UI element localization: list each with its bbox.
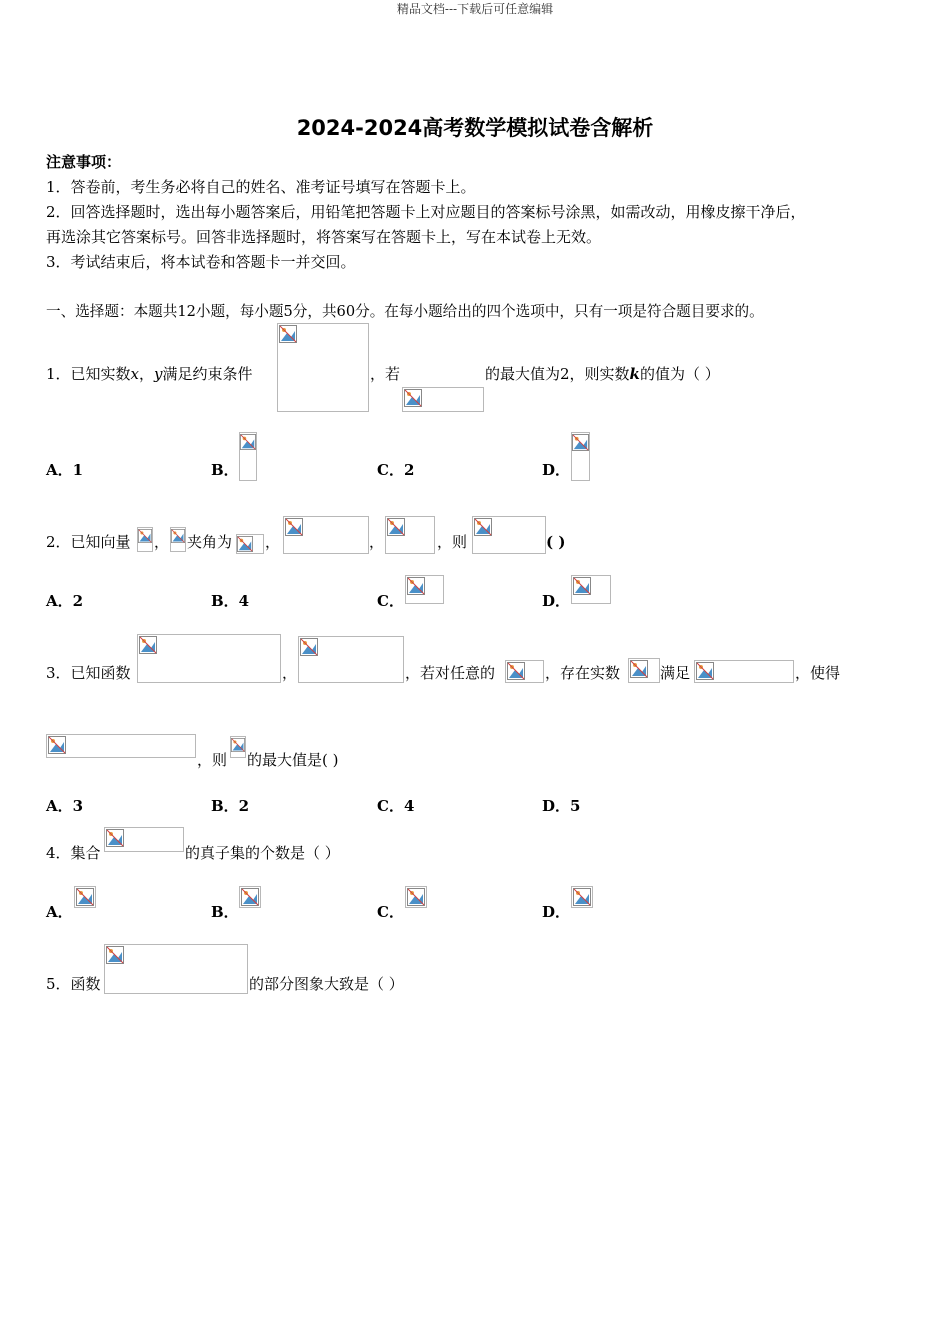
broken-image-icon <box>387 518 405 536</box>
broken-image-icon <box>48 736 66 754</box>
broken-image-icon <box>76 888 94 906</box>
q2-c3: ， <box>369 533 385 551</box>
broken-image-icon <box>407 888 425 906</box>
q3-any-image <box>505 660 544 683</box>
q1-post2: 的值为（ ） <box>639 365 720 383</box>
q1-ruo: ，若 <box>370 365 401 383</box>
broken-image-icon <box>171 529 185 543</box>
q2-option-c-image <box>405 575 444 604</box>
q3-ze: ，则 <box>197 751 228 769</box>
q2-vector-a-image <box>137 527 153 552</box>
q1-comma: ， <box>139 365 155 383</box>
broken-image-icon <box>139 636 157 654</box>
q2-option-b: B．4 <box>211 592 250 610</box>
q5-pre: 5．函数 <box>46 975 101 993</box>
page-title: 2024-2024高考数学模拟试卷含解析 <box>296 116 654 140</box>
q2-angle-image <box>236 534 264 554</box>
q5-post: 的部分图象大致是（ ） <box>249 975 404 993</box>
broken-image-icon <box>285 518 303 536</box>
q1-var-k: k <box>629 365 640 383</box>
broken-image-icon <box>300 638 318 656</box>
broken-image-icon <box>630 660 648 678</box>
q4-option-c: C． <box>377 903 404 921</box>
broken-image-icon <box>106 946 124 964</box>
q4-option-b: B． <box>211 903 239 921</box>
q1-option-b: B． <box>211 461 239 479</box>
q3-c1: ， <box>282 664 298 682</box>
notice-item-1: 1．答卷前，考生务必将自己的姓名、准考证号填写在答题卡上。 <box>46 178 476 196</box>
q2-angle: 夹角为 <box>187 533 233 551</box>
q2-ze: ，则 <box>437 533 468 551</box>
page-header: 精品文档---下载后可任意编辑 <box>396 2 554 16</box>
q3-equation-image <box>46 734 196 758</box>
q2-condition-1-image <box>283 516 369 554</box>
q3-any: ，若对任意的 <box>405 664 496 682</box>
broken-image-icon <box>241 888 259 906</box>
q3-option-d: D．5 <box>542 797 581 815</box>
q3-option-b: B．2 <box>211 797 250 815</box>
section-heading: 一、选择题：本题共12小题，每小题5分，共60分。在每小题给出的四个选项中，只有一项是符合题目要求的。 <box>46 303 764 320</box>
q1-objective-image <box>402 387 484 412</box>
q2-expression-image <box>472 516 546 554</box>
q4-post: 的真子集的个数是（ ） <box>185 844 340 862</box>
q3-exist: ，存在实数 <box>545 664 621 682</box>
q1-post1: 的最大值为2，则实数 <box>485 365 630 383</box>
q3-function-f-image <box>137 634 281 683</box>
q3-exist-image <box>628 658 660 683</box>
q1-constraint-image <box>277 323 369 412</box>
q1-mid: 满足约束条件 <box>162 365 253 383</box>
broken-image-icon <box>507 662 525 680</box>
notice-item-3: 3．考试结束后，将本试卷和答题卡一并交回。 <box>46 253 356 271</box>
broken-image-icon <box>231 738 245 752</box>
q1-var-x: x <box>130 365 140 383</box>
q2-condition-2-image <box>385 516 435 554</box>
broken-image-icon <box>106 829 124 847</box>
q4-option-a-image <box>74 886 96 908</box>
q2-pre: 2．已知向量 <box>46 533 131 551</box>
q2-option-c: C． <box>377 592 404 610</box>
broken-image-icon <box>237 536 253 552</box>
q2-c2: ， <box>265 533 281 551</box>
broken-image-icon <box>696 662 714 680</box>
q1-option-b-image <box>239 432 257 481</box>
q3-shide: ，使得 <box>795 664 841 682</box>
q3-satisfy-image <box>694 660 794 683</box>
broken-image-icon <box>138 529 152 543</box>
q1-stem <box>46 364 253 384</box>
q2-vector-b-image <box>170 527 186 552</box>
broken-image-icon <box>573 577 591 595</box>
q2-option-d: D． <box>542 592 571 610</box>
q3-option-a: A．3 <box>46 797 84 815</box>
q2-option-d-image <box>571 575 611 604</box>
q1-option-a: A．1 <box>46 461 84 479</box>
q4-option-c-image <box>405 886 427 908</box>
q4-option-b-image <box>239 886 261 908</box>
q2-c1: ， <box>154 533 170 551</box>
q4-option-d-image <box>571 886 593 908</box>
q1-var-y: y <box>154 365 163 383</box>
q1-option-c: C．2 <box>377 461 415 479</box>
q1-option-d: D． <box>542 461 571 479</box>
q1-option-d-image <box>571 432 590 481</box>
q5-function-image <box>104 944 248 994</box>
notice-item-2: 2．回答选择题时，选出每小题答案后，用铅笔把答题卡上对应题目的答案标号涂黑，如需改动，用橡皮擦干净后， <box>46 203 806 221</box>
broken-image-icon <box>573 888 591 906</box>
broken-image-icon <box>240 434 256 450</box>
q3-satisfy: 满足 <box>660 664 691 682</box>
q3-function-g-image <box>298 636 404 683</box>
q4-option-a: A． <box>46 903 73 921</box>
q4-option-d: D． <box>542 903 571 921</box>
notice-item-2-cont: 再选涂其它答案标号。回答非选择题时，将答案写在答题卡上，写在本试卷上无效。 <box>46 228 602 246</box>
broken-image-icon <box>474 518 492 536</box>
q2-option-a: A．2 <box>46 592 84 610</box>
q1-post <box>485 364 720 384</box>
q2-paren: ( ) <box>546 533 566 551</box>
broken-image-icon <box>407 577 425 595</box>
broken-image-icon <box>279 325 297 343</box>
q3-pre: 3．已知函数 <box>46 664 131 682</box>
broken-image-icon <box>572 434 589 451</box>
q3-variable-image <box>230 736 246 758</box>
broken-image-icon <box>404 389 422 407</box>
q1-pre: 1．已知实数 <box>46 365 131 383</box>
q4-set-image <box>104 827 184 852</box>
q3-max: 的最大值是( ) <box>247 751 339 769</box>
q4-pre: 4．集合 <box>46 844 101 862</box>
notice-heading: 注意事项： <box>46 153 122 171</box>
q3-option-c: C．4 <box>377 797 415 815</box>
